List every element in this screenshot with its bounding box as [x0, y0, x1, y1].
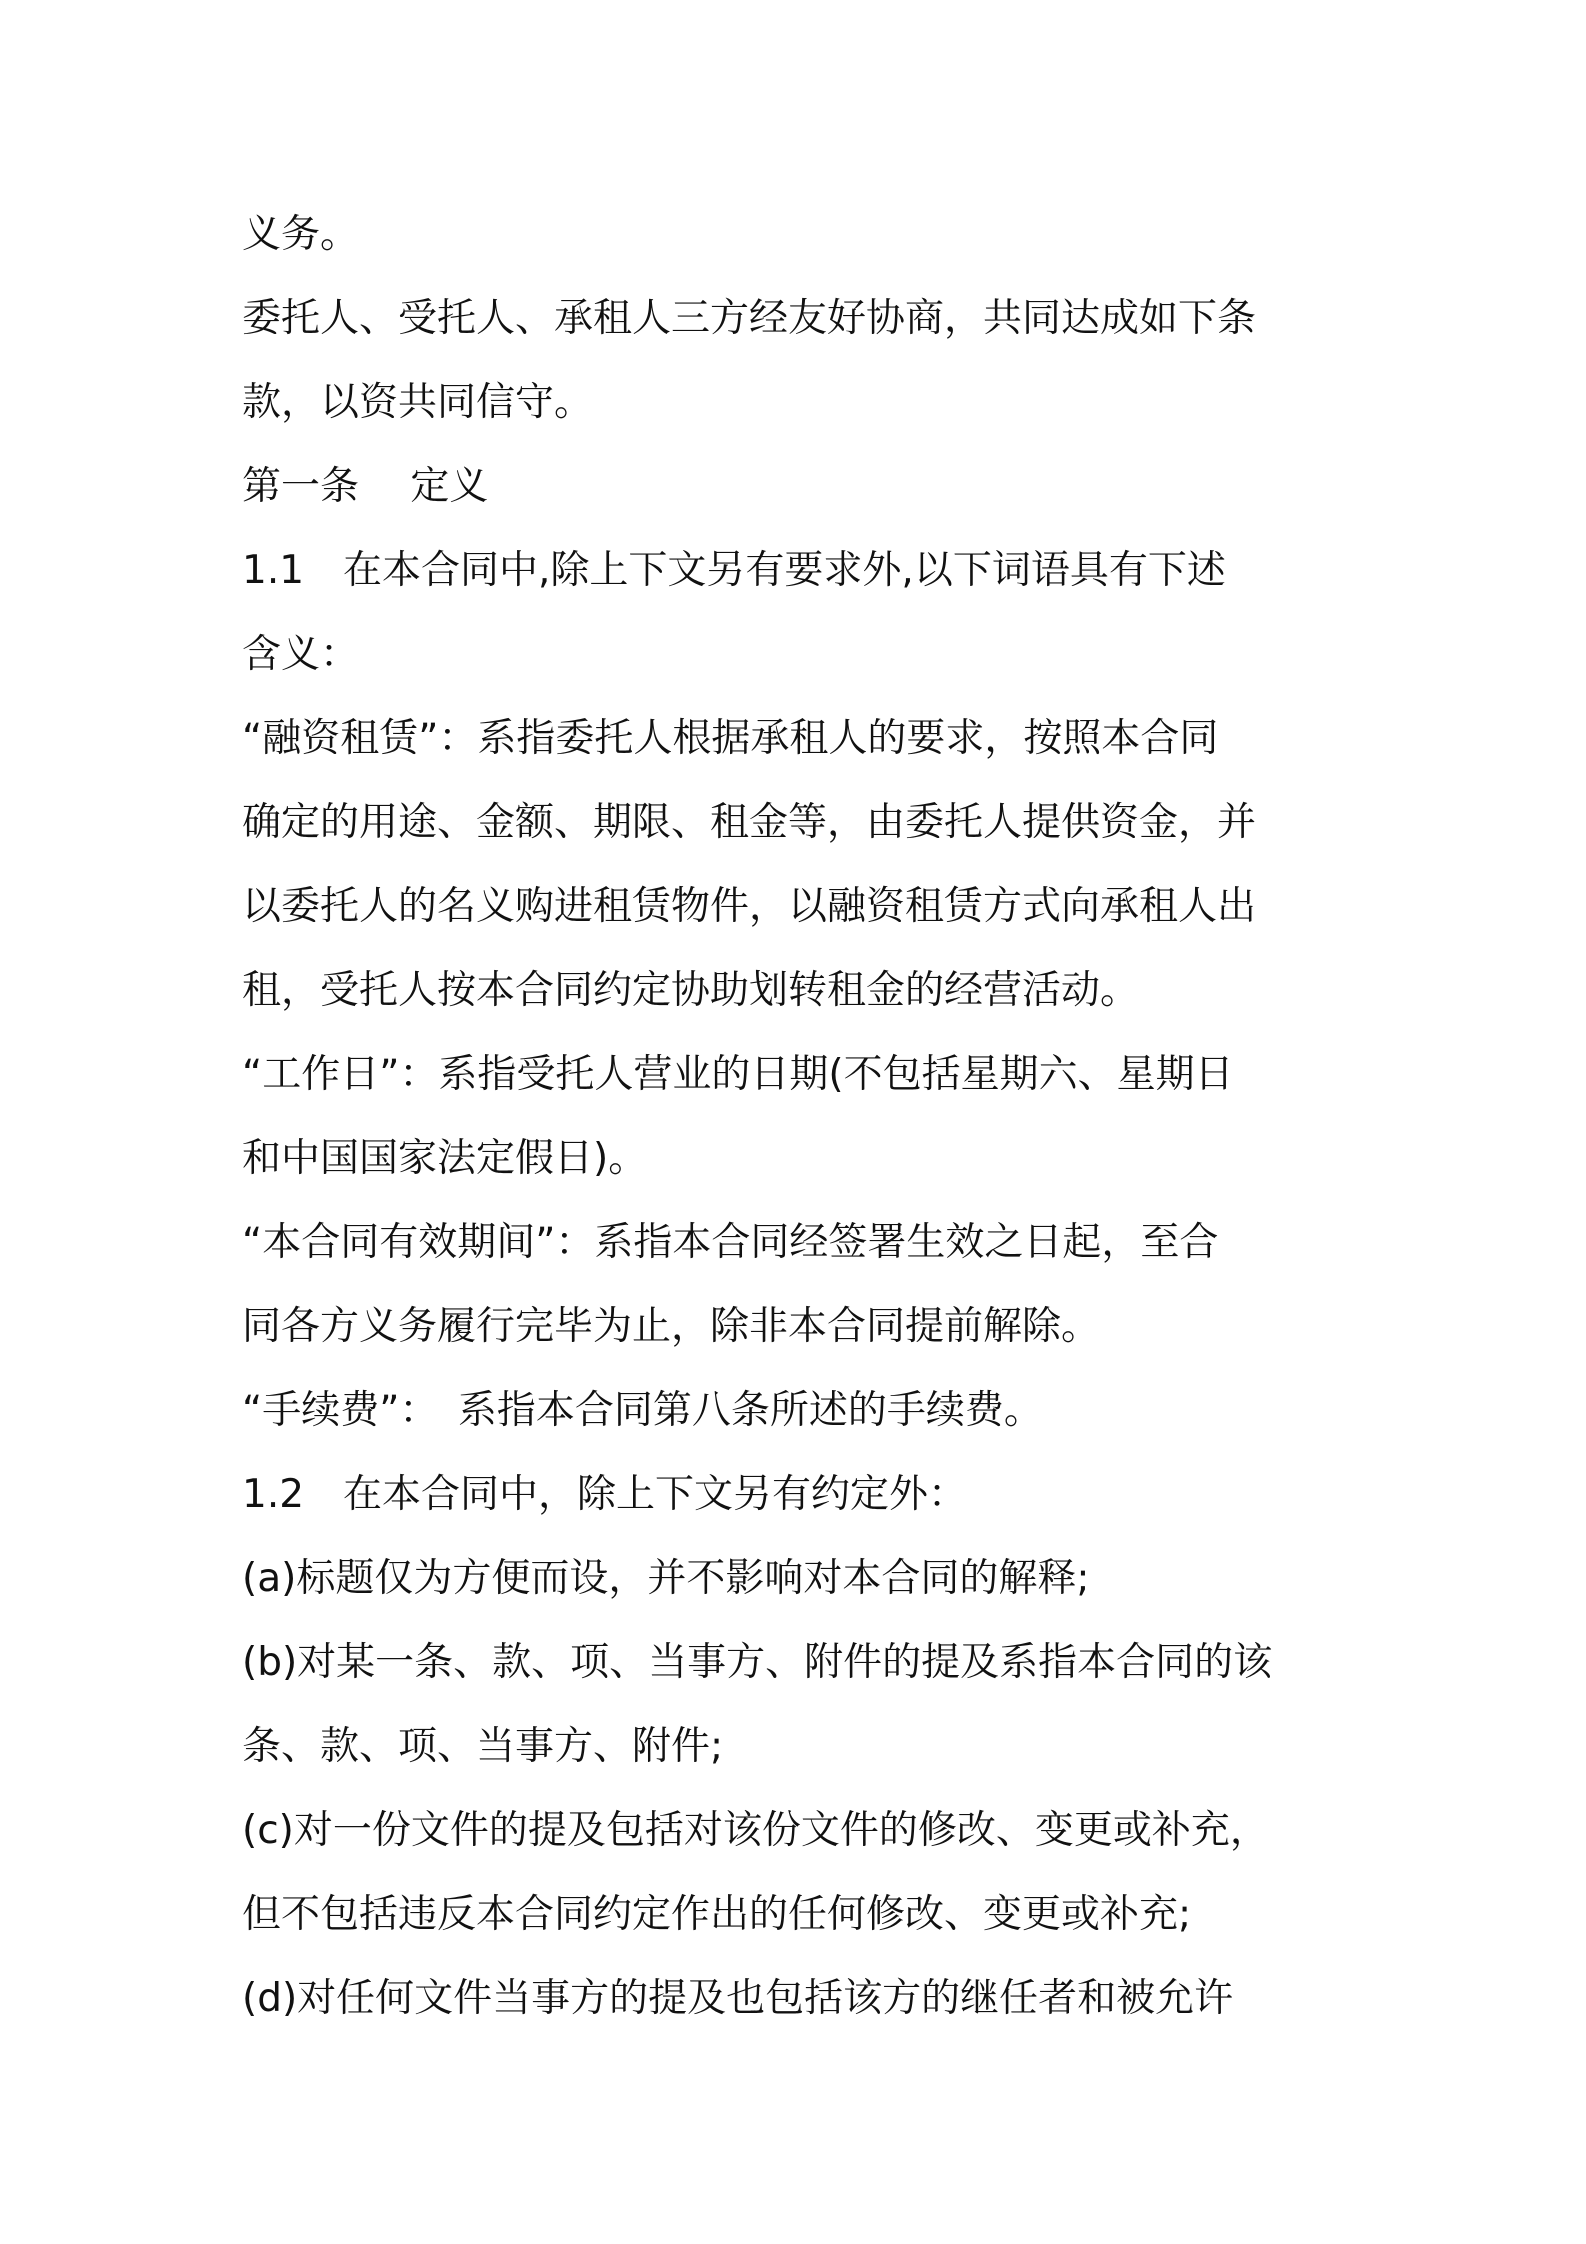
- text-line: “手续费”： 系指本合同第八条所述的手续费。: [242, 1388, 1043, 1433]
- text-line: 1.2 在本合同中，除上下文另有约定外：: [242, 1472, 968, 1517]
- text-line: 含义：: [242, 632, 360, 677]
- text-line: (a)标题仅为方便而设，并不影响对本合同的解释;: [242, 1556, 1090, 1601]
- text-line: 和中国国家法定假日)。: [242, 1136, 648, 1181]
- text-line: “融资租赁”：系指委托人根据承租人的要求，按照本合同: [242, 716, 1219, 761]
- text-line: 以委托人的名义购进租赁物件，以融资租赁方式向承租人出: [242, 884, 1257, 929]
- text-line: 条、款、项、当事方、附件;: [242, 1724, 724, 1769]
- section-heading: 第一条 定义: [242, 464, 489, 509]
- text-line: (d)对任何文件当事方的提及也包括该方的继任者和被允许: [242, 1976, 1234, 2021]
- text-line: 租，受托人按本合同约定协助划转租金的经营活动。: [242, 968, 1140, 1013]
- document-body: [242, 193, 1352, 2041]
- text-line: 同各方义务履行完毕为止，除非本合同提前解除。: [242, 1304, 1101, 1349]
- text-line: 义务。: [242, 212, 360, 257]
- text-line: “本合同有效期间”：系指本合同经签署生效之日起，至合: [242, 1220, 1219, 1265]
- text-line: 款，以资共同信守。: [242, 380, 594, 425]
- text-line: 委托人、受托人、承租人三方经友好协商，共同达成如下条: [242, 296, 1257, 341]
- text-line: 确定的用途、金额、期限、租金等，由委托人提供资金，并: [242, 800, 1257, 845]
- text-line: 但不包括违反本合同约定作出的任何修改、变更或补充;: [242, 1892, 1192, 1937]
- text-line: 1.1 在本合同中,除上下文另有要求外,以下词语具有下述: [242, 548, 1226, 593]
- text-line: (c)对一份文件的提及包括对该份文件的修改、变更或补充，: [242, 1808, 1269, 1853]
- text-line: “工作日”：系指受托人营业的日期(不包括星期六、星期日: [242, 1052, 1234, 1097]
- text-line: (b)对某一条、款、项、当事方、附件的提及系指本合同的该: [242, 1640, 1273, 1685]
